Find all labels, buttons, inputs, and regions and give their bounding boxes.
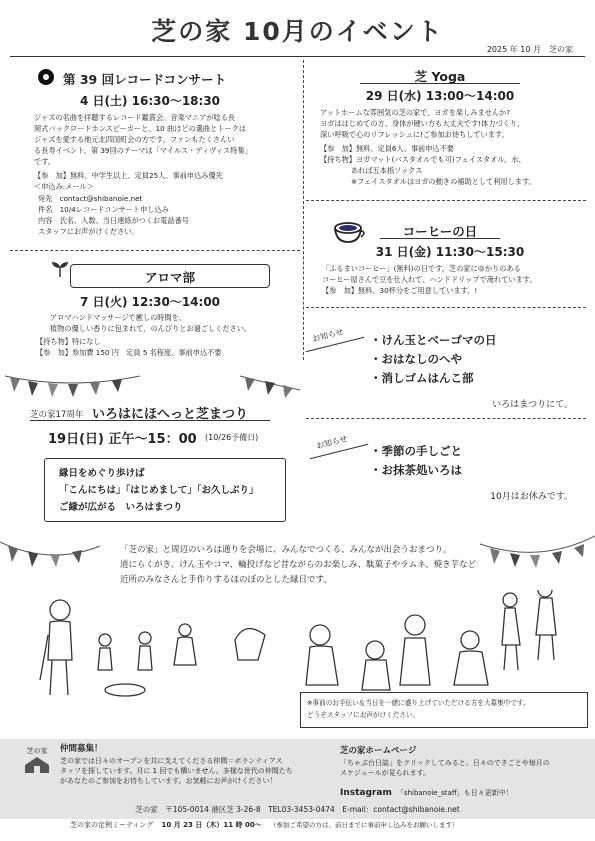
sprout-icon <box>50 258 70 278</box>
recruit-title: 仲間募集！ <box>60 744 103 754</box>
recruit-line: タッフを探しています。月に 1 回でも構いません。多様な世代の仲間たち <box>60 767 293 775</box>
notice2-note: 10月はお休みです。 <box>490 492 573 502</box>
notice-item: ・けん玉とベーゴマの日 <box>370 333 497 347</box>
divider <box>306 307 586 308</box>
notice-item: ・季節の手しごと <box>370 444 462 458</box>
festival-message-box <box>44 458 286 522</box>
festival-prefix: 芝の家17周年 <box>30 410 84 420</box>
festival-rain-date: (10/26予備日) <box>205 433 259 442</box>
detail-line: 宛先 contact@shibanoie.net <box>38 194 143 203</box>
notice2-list <box>370 442 462 480</box>
coffee-title-underline <box>380 238 500 239</box>
page-title: 芝の家 10月のイベント <box>151 17 444 46</box>
notice-item: ・お抹茶処いろは <box>370 463 462 477</box>
aroma-line: 植物の優しい香りに包まれて、のんびりとお過ごしください。 <box>50 324 252 333</box>
yoga-line: ヨガははじめての方、身体が硬い方も大丈夫です!体力づくり、 <box>320 119 525 128</box>
yoga-info-line: 【参 加】無料、定員6人、事前申込不要 <box>320 144 454 153</box>
yoga-datetime: 29 日(水) 13:00〜14:00 <box>365 89 515 103</box>
coffee-datetime: 31 日(金) 11:30〜15:30 <box>375 245 525 259</box>
recruit-line: 芝の家では日々のオープンを共に支えてくださる仲間＝ボランティアス <box>60 757 283 765</box>
desc-line: 近所のみなさんと手作りするほのぼのとした縁日です。 <box>120 575 332 585</box>
address-line: 芝の家 〒105-0014 港区芝 3-26-8 TEL03-3453-0474 E-mail：contact@shibanoie.net <box>135 805 460 814</box>
homepage-title: 芝の家ホームページ <box>340 746 417 756</box>
homepage-text <box>340 758 550 778</box>
coffee-line: コーヒー屋さんで豆を仕入れて、ハンドドリップで淹れています。 <box>322 275 537 284</box>
instagram-label: Instagram <box>340 788 392 798</box>
record-description <box>34 112 252 167</box>
yoga-info-line: ※フェイスタオルはヨガの動きの補助として利用します。 <box>320 177 536 186</box>
yoga-line: 深い呼吸で心のリフレッシュに!ご参加お待ちしています。 <box>320 130 509 139</box>
aroma-info-line: 【参 加】参加費 150 円 定員 5 名程度、事前申込不要 <box>36 348 222 357</box>
coffee-title: コーヒーの日 <box>402 224 478 239</box>
yoga-title: 芝 Yoga <box>414 69 466 84</box>
recruit-text <box>60 756 293 786</box>
record-line: です。 <box>34 157 55 166</box>
message-line: ご縁が広がる いろはまつり <box>59 502 183 513</box>
yoga-info-line: 【持ち物】ヨガマット(バスタオルでも可)フェイスタオル、水、 <box>320 155 526 164</box>
record-line: ジャズを愛する地元北四国町会の方です。ファンもたくさんい <box>34 135 235 144</box>
detail-line: 件名 10/4レコードコンサート申し込み <box>38 205 169 214</box>
aroma-title: アロマ部 <box>144 270 195 285</box>
aroma-info-line: 【持ち物】特になし <box>36 337 101 346</box>
record-apply-label: ＜申込み:メール＞ <box>34 182 94 191</box>
record-title: 第 39 回レコードコンサート <box>63 72 227 87</box>
issue-date: 2025 年 10 月 芝の家 <box>486 45 573 54</box>
meeting-date: 10 月 23 日（木）11 時 00〜 <box>161 821 262 829</box>
yoga-info-line: あれば五本指ソックス <box>320 166 423 175</box>
record-info: 【参 加】無料、中学生以上、定員25人、事前申込み優先 <box>34 171 223 180</box>
record-icon <box>38 69 54 85</box>
aroma-description <box>50 312 251 334</box>
record-line: る長寿イベント、第 39回のテーマは「マイルス・ディヴィス特集」 <box>34 146 252 155</box>
detail-line: スタッフにお声がけください。 <box>38 227 139 236</box>
notice-item: ・おはなしのへや <box>370 352 462 366</box>
festival-datetime: 19日(日) 正午〜15：00 <box>48 432 197 447</box>
header-rule <box>10 56 585 57</box>
yoga-line: アットホームな雰囲気の芝の家で、ヨガを楽しみませんか? <box>320 108 511 117</box>
coffee-description <box>322 263 537 296</box>
record-line: 岡式バックロードホンスピーカーと、10 曲ほどの選曲とトークは <box>34 124 247 133</box>
coffee-line: 「ふるまいコーヒー」(無料)の日です。芝の家にゆかりのある <box>322 264 521 273</box>
detail-line: 内容 氏名、人数、当日連絡がつくお電話番号 <box>38 216 189 225</box>
column-divider <box>303 60 304 360</box>
notice1-list <box>370 331 497 388</box>
note-line: どうぞスタッフにお声がけください。 <box>307 711 420 719</box>
bunting-decoration <box>0 370 300 400</box>
yoga-description <box>320 107 524 140</box>
house-icon <box>20 756 54 774</box>
desc-line: 道にらくがき、けん玉やコマ、輪投げなど昔ながらのお楽しみ、駄菓子やラムネ、焼き芋など <box>120 560 477 570</box>
instagram-handle[interactable]: 「shibanoie_staff」も日々更新中！ <box>396 789 513 797</box>
message-line: 「こんにちは」「はじめまして」「お久しぶり」 <box>59 485 259 496</box>
instagram-line <box>340 780 513 799</box>
record-line: ジャズの名曲を拝聴するレコード鑑賞会。音楽マニアが唸る長 <box>34 113 236 122</box>
festival-title: いろはにほへっと芝まつり <box>92 407 249 422</box>
coffee-line: 【参 加】無料、30杯分をご用意しています。! <box>322 286 478 295</box>
logo-text: 芝の家 <box>26 747 48 755</box>
record-apply-details <box>38 193 189 237</box>
homepage-line: 「ちゃぶ台日誌」をクリックしてみると、日々のできごとや毎月の <box>340 759 550 767</box>
meeting-line <box>70 820 458 830</box>
festival-title-underline <box>30 420 270 421</box>
notice1-note: いろはまつりにて。 <box>492 400 573 410</box>
aroma-datetime: 7 日(火) 12:30〜14:00 <box>79 295 221 309</box>
yoga-info <box>320 143 536 187</box>
notice-badge: お知らせ <box>311 327 345 344</box>
aroma-info <box>36 336 222 358</box>
shibanoie-logo <box>20 746 54 776</box>
aroma-line: アロマハンドマッサージで癒しの時間を。 <box>50 313 187 322</box>
divider <box>306 418 586 419</box>
desc-line: 「芝の家」と周辺のいろは通りを会場に、みんなでつくる、みんなが出会うおまつり。 <box>120 545 452 555</box>
notice-badge: お知らせ <box>315 434 349 451</box>
notice-item: ・消しゴムはんこ部 <box>370 371 474 385</box>
recruit-line: があなたのご参加をお待ちしています。お気軽にお声がけください！ <box>60 777 277 785</box>
festival-description <box>120 543 476 588</box>
meeting-note: （参加ご希望の方は、前日までに事前申し込みをお願いします） <box>269 821 459 829</box>
meeting-label: 芝の家の定例ミーティング <box>70 821 154 829</box>
message-line: 縁日をめぐり歩けば <box>59 468 145 479</box>
volunteer-note-box <box>300 692 588 728</box>
divider <box>10 250 300 251</box>
yoga-title-underline <box>360 83 520 84</box>
homepage-line: スケジュールが見られます。 <box>340 769 431 777</box>
note-line: ※事前のお手伝い＆当日を一緒に盛り上げていただける方を大募集中です。 <box>307 699 530 707</box>
divider <box>306 200 586 201</box>
record-datetime: 4 日(土) 16:30〜18:30 <box>79 94 221 108</box>
